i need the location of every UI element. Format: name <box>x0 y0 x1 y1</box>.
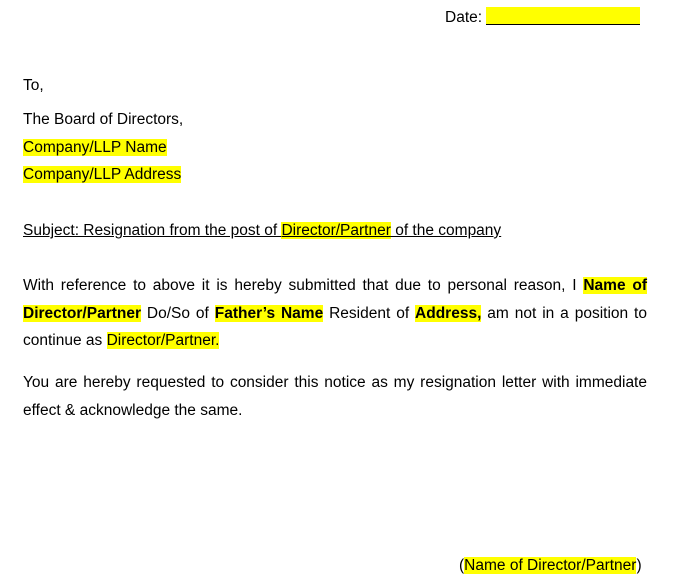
body-paragraph-2: You are hereby requested to consider this notice as my resignation letter with immediate effect & acknowledge the same. <box>23 374 647 419</box>
salutation: To, <box>23 77 44 94</box>
subject-suffix: of the company <box>390 222 502 239</box>
date-line <box>445 7 640 27</box>
signature-name-placeholder: Name of Director/Partner <box>464 557 637 574</box>
signature-close-paren: ) <box>636 557 642 574</box>
signature-line <box>459 557 642 575</box>
father-name-placeholder: Father’s Name <box>214 304 324 322</box>
subject-role-placeholder: Director/Partner <box>281 222 391 239</box>
recipient-company-address <box>23 166 181 184</box>
body-paragraph-1 <box>23 272 647 355</box>
subject-line <box>23 222 501 240</box>
company-address-placeholder: Company/LLP Address <box>23 166 182 183</box>
p1-text-c: Resident of <box>323 304 416 322</box>
company-name-placeholder: Company/LLP Name <box>23 139 167 156</box>
subject-prefix: Subject: Resignation from the post of <box>23 222 282 239</box>
recipient-company-name <box>23 139 167 157</box>
director-name-placeholder: Name of Director/Partner <box>23 277 647 322</box>
recipient-board: The Board of Directors, <box>23 111 184 128</box>
p1-text-a: With reference to above it is hereby submitted that due to personal reason, I <box>23 277 584 294</box>
p1-text-d: am not in a position to continue as <box>23 304 647 349</box>
p1-text-b: Do/So of <box>141 304 215 322</box>
signature-open-paren: ( <box>459 557 465 574</box>
role-placeholder: Director/Partner. <box>106 332 220 349</box>
date-blank-field[interactable] <box>486 7 640 25</box>
address-placeholder: Address, <box>415 304 482 322</box>
date-label: Date: <box>445 9 483 26</box>
